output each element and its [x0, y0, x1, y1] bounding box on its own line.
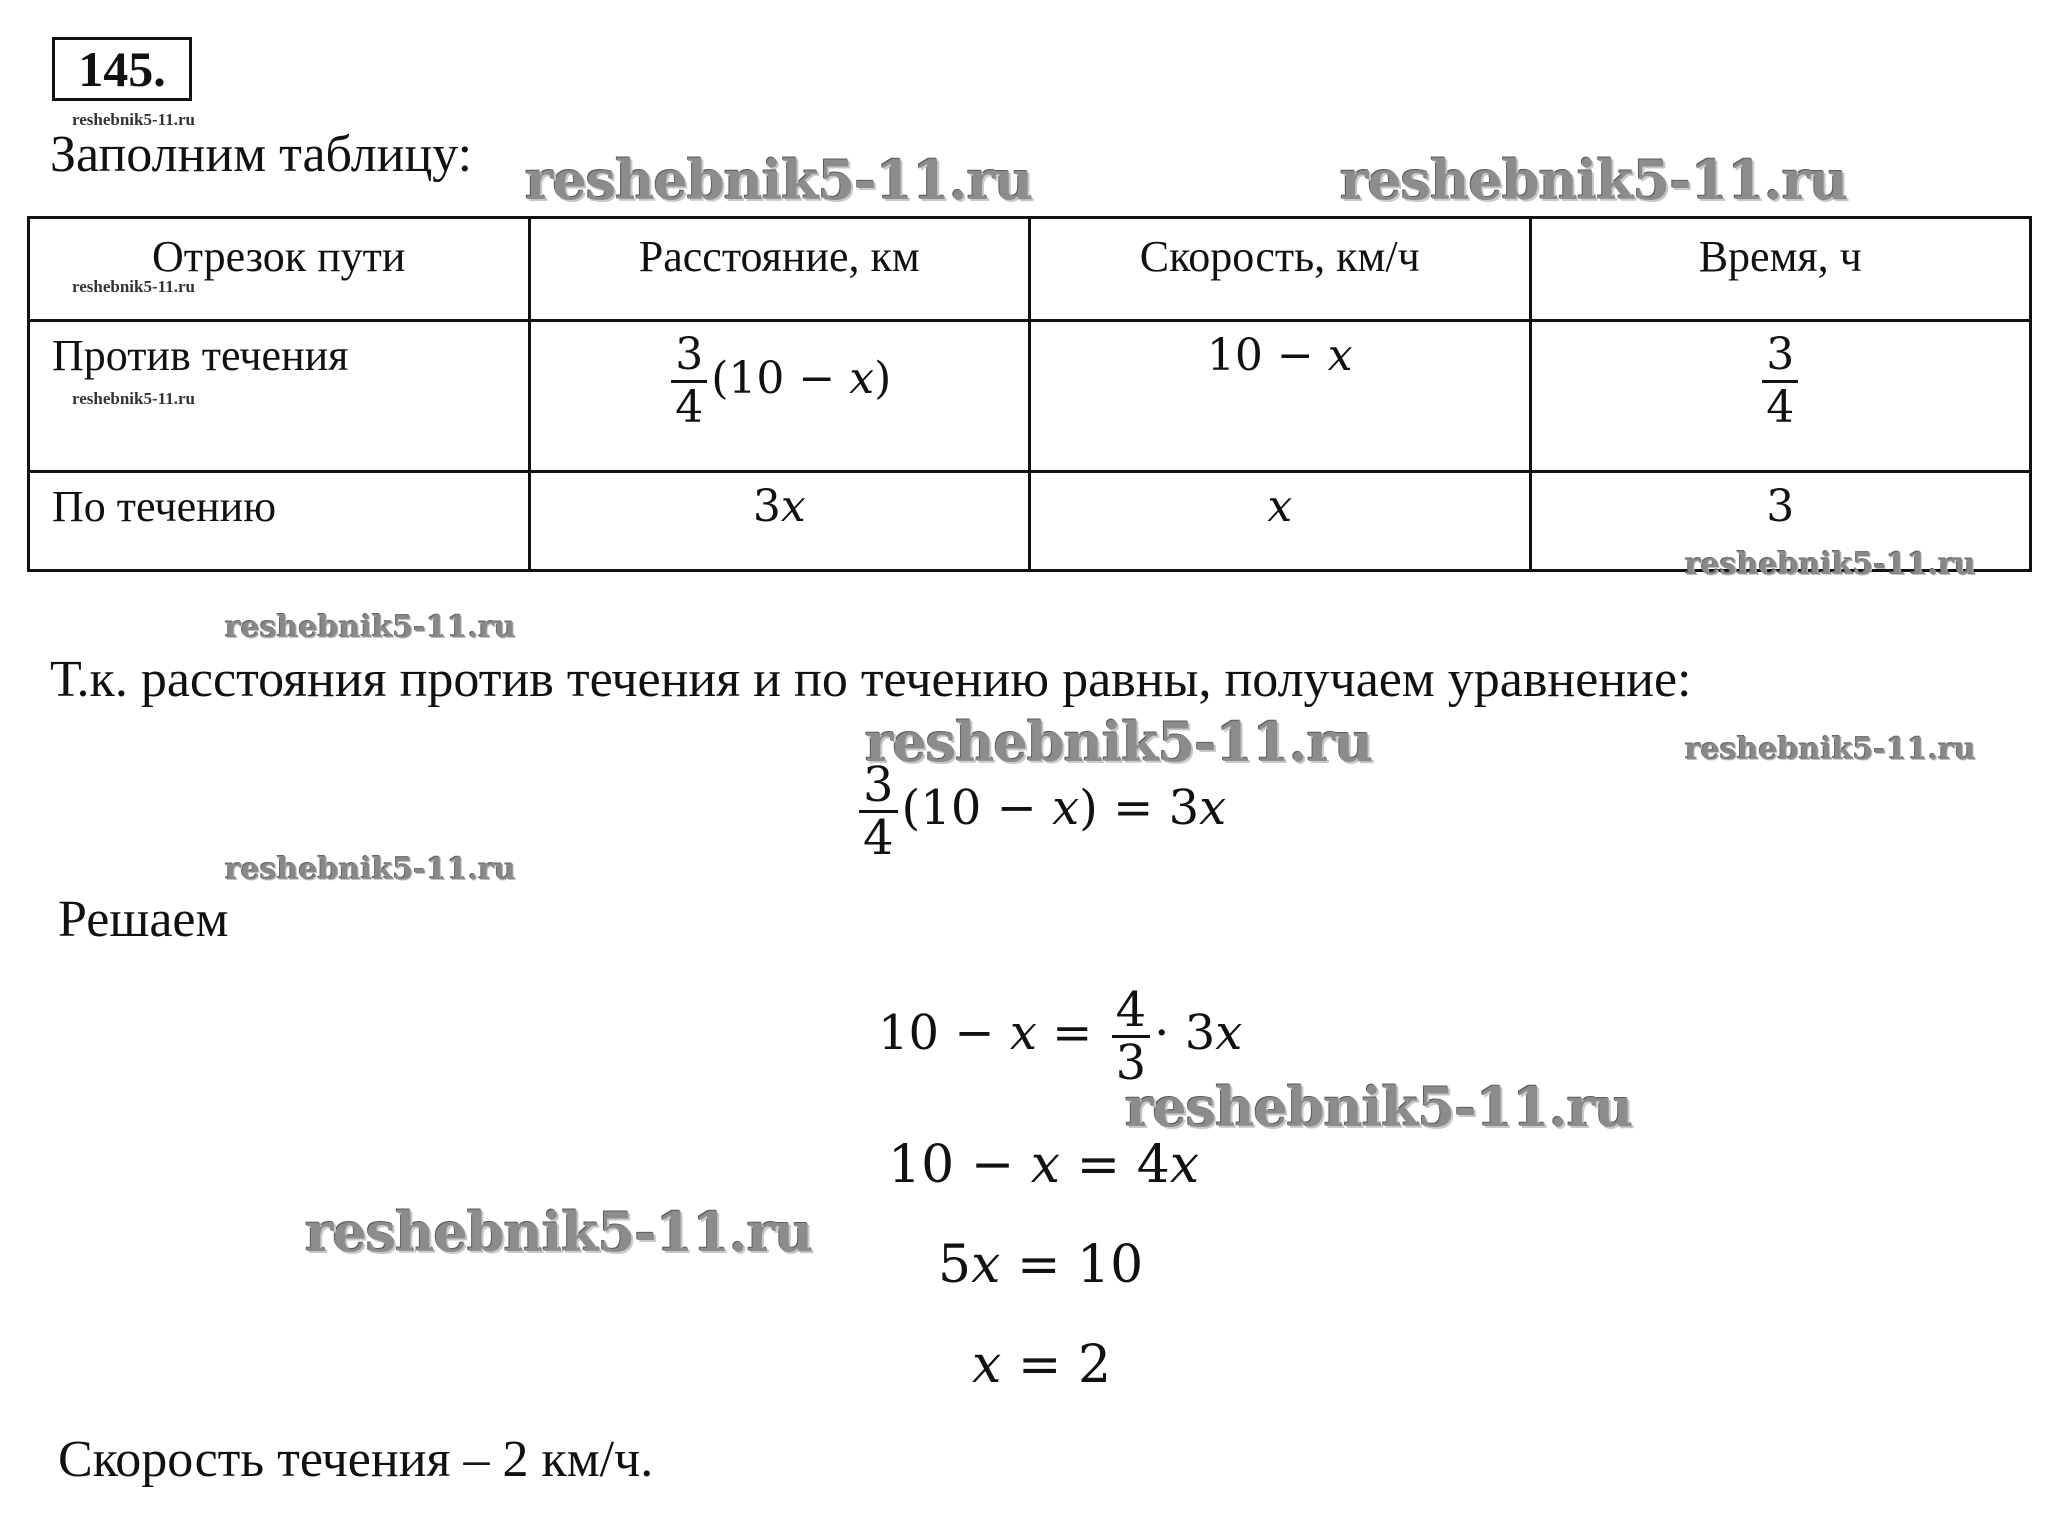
solve-label: Решаем [58, 891, 229, 948]
watermark-small: reshebnik5-11.ru [72, 110, 195, 129]
variable: x [1267, 481, 1293, 532]
speed-cell [1030, 321, 1531, 472]
motion-table [27, 216, 2032, 572]
header-distance: Расстояние, км [529, 218, 1030, 321]
watermark-small: reshebnik5-11.ru [72, 389, 195, 408]
step-1 [878, 982, 1243, 1091]
expr-part: ) [874, 353, 892, 404]
expr-part: = 2 [1001, 1335, 1112, 1395]
variable: x [1052, 780, 1080, 836]
fraction [859, 757, 898, 866]
expr-part: 10 − [1206, 330, 1328, 381]
expr-part: · 3 [1154, 1005, 1216, 1061]
step-4 [972, 1335, 1111, 1395]
step-3 [938, 1235, 1143, 1295]
watermark-large: reshebnik5-11.ru [525, 148, 1033, 212]
fraction-denominator: 4 [863, 810, 894, 866]
watermark-large: reshebnik5-11.ru [1340, 148, 1848, 212]
variable: x [1009, 1005, 1037, 1061]
watermark-small: reshebnik5-11.ru [72, 277, 195, 296]
expr-part: = 4 [1060, 1135, 1170, 1195]
variable: x [972, 1335, 1002, 1395]
expr-part: 10 − [878, 1005, 1010, 1061]
intro-text: Заполним таблицу: [50, 126, 473, 183]
watermark-medium: reshebnik5-11.ru [1685, 547, 1976, 582]
fraction [1112, 982, 1151, 1091]
fraction-denominator: 3 [1115, 1035, 1147, 1091]
watermark-medium: reshebnik5-11.ru [1685, 732, 1976, 767]
watermark-large: reshebnik5-11.ru [305, 1200, 813, 1264]
reason-text: Т.к. расстояния против течения и по течению равны, получаем уравнение: [50, 651, 1692, 708]
expr-part: = 10 [1000, 1235, 1144, 1295]
time-value: 3 [1766, 481, 1795, 532]
expr-part: 10 − [888, 1135, 1031, 1195]
header-segment: Отрезок пути [29, 218, 530, 321]
expr-part: (10 − [901, 780, 1053, 836]
expr-part: = [1036, 1005, 1108, 1061]
fraction-numerator: 3 [1762, 330, 1798, 383]
main-equation [855, 757, 1227, 866]
expr-part: 3 [752, 481, 781, 532]
distance-cell [529, 472, 1030, 571]
variable: x [1030, 1135, 1061, 1195]
distance-cell [529, 321, 1030, 472]
expr-part: 5 [938, 1235, 972, 1295]
segment-label: Против течения [52, 331, 349, 380]
segment-cell [29, 321, 530, 472]
variable: x [849, 353, 875, 404]
problem-number: 145. [52, 37, 192, 101]
segment-cell [29, 472, 530, 571]
watermark-medium: reshebnik5-11.ru [225, 852, 516, 887]
time-cell [1530, 321, 2031, 472]
fraction [1762, 330, 1798, 433]
fraction-numerator: 3 [859, 760, 898, 813]
expr-part: ) = 3 [1079, 780, 1200, 836]
fraction-denominator: 4 [675, 382, 704, 433]
watermark-medium: reshebnik5-11.ru [225, 610, 516, 645]
header-time: Время, ч [1530, 218, 2031, 321]
table-header-row [29, 218, 2031, 321]
fraction-numerator: 3 [671, 330, 707, 383]
fraction-denominator: 4 [1766, 382, 1795, 433]
table-row [29, 321, 2031, 472]
variable: x [780, 481, 806, 532]
fraction-numerator: 4 [1112, 985, 1151, 1038]
watermark-large: reshebnik5-11.ru [1125, 1075, 1633, 1139]
variable: x [971, 1235, 1001, 1295]
expr-part: (10 − [711, 353, 850, 404]
segment-label: По течению [52, 482, 277, 531]
speed-cell [1030, 472, 1531, 571]
header-speed: Скорость, км/ч [1030, 218, 1531, 321]
answer-text: Скорость течения – 2 км/ч. [58, 1431, 654, 1488]
variable: x [1327, 330, 1353, 381]
fraction [671, 330, 707, 433]
step-2 [888, 1135, 1199, 1195]
variable: x [1169, 1135, 1200, 1195]
watermark-large: reshebnik5-11.ru [865, 710, 1373, 774]
variable: x [1215, 1005, 1243, 1061]
variable: x [1199, 780, 1227, 836]
